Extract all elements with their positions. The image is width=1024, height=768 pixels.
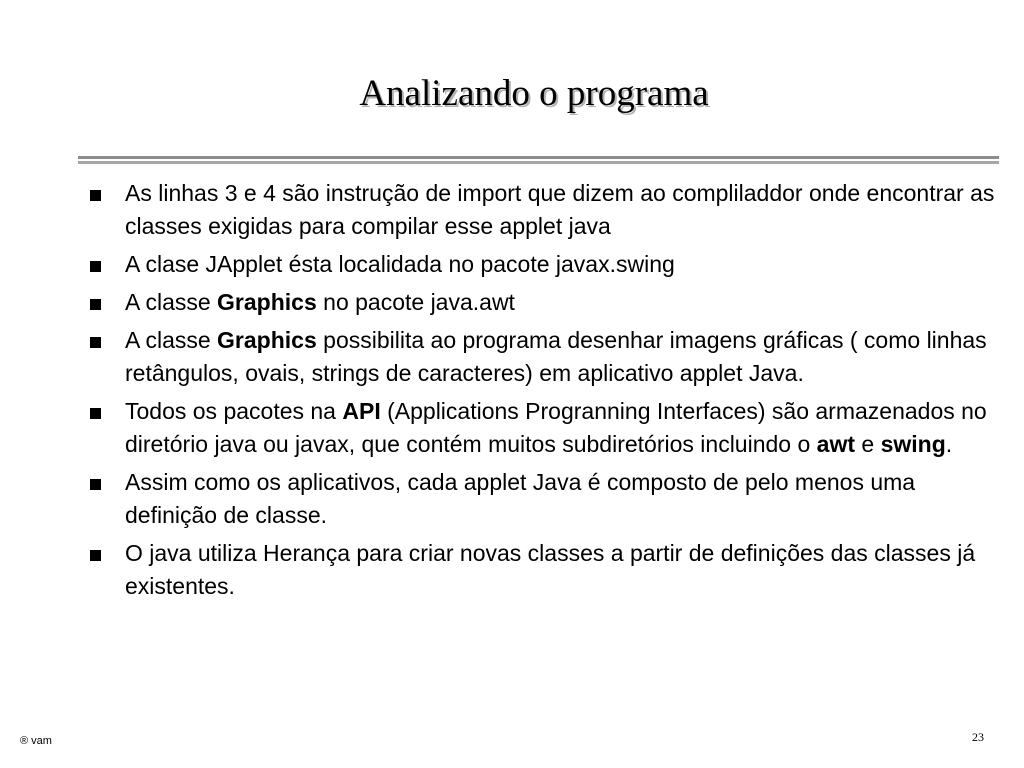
footer-author: ® vam [20,735,52,747]
bullet-text-bold: awt [816,431,855,457]
bullet-list [90,177,1000,608]
bullet-text: no pacote java.awt [316,289,515,315]
bullet-text: . [945,431,953,457]
square-bullet-icon [90,190,101,201]
page-number: 23 [972,730,984,744]
square-bullet-icon [90,479,101,490]
bullet-item [90,248,1000,281]
bullet-text: A classe [125,289,218,315]
bullet-text: O java utiliza Herança para criar novas classes a partir de definições das classes já existentes. [125,540,976,599]
bullet-text-bold: Graphics [217,327,317,353]
bullet-text-bold: swing [880,431,946,457]
bullet-text: Assim como os aplicativos, cada applet Java é composto de pelo menos uma definição de classe. [125,469,916,528]
bullet-text: As linhas 3 e 4 são instrução de import que dizem ao compliladdor onde encontrar as classes exigidas para compilar esse applet java [125,180,995,239]
bullet-text: (Applications Progranning Interfaces) são armazenados no diretório java ou javax, que contém muitos subdiretórios incluindo o [125,398,987,457]
bullet-item [90,177,1000,243]
bullet-item [90,324,1000,390]
bullet-item [90,466,1000,532]
bullet-item [90,395,1000,461]
bullet-item [90,286,1000,319]
bullet-text: A classe [125,327,218,353]
bullet-text-bold: API [342,398,381,424]
title-divider-bottom [78,161,999,164]
bullet-item [90,537,1000,603]
bullet-text: e [855,431,881,457]
square-bullet-icon [90,337,101,348]
bullet-text-bold: Graphics [217,289,317,315]
square-bullet-icon [90,550,101,561]
square-bullet-icon [90,299,101,310]
slide-title: Analizando o programa [359,73,709,114]
bullet-text: A clase JApplet ésta localidada no pacote javax.swing [125,251,675,277]
square-bullet-icon [90,261,101,272]
title-divider-top [78,156,999,159]
bullet-text: possibilita ao programa desenhar imagens gráficas ( como linhas retângulos, ovais, strings de caracteres) em aplicativo applet Java. [125,327,987,386]
square-bullet-icon [90,408,101,419]
bullet-text: Todos os pacotes na [125,398,343,424]
